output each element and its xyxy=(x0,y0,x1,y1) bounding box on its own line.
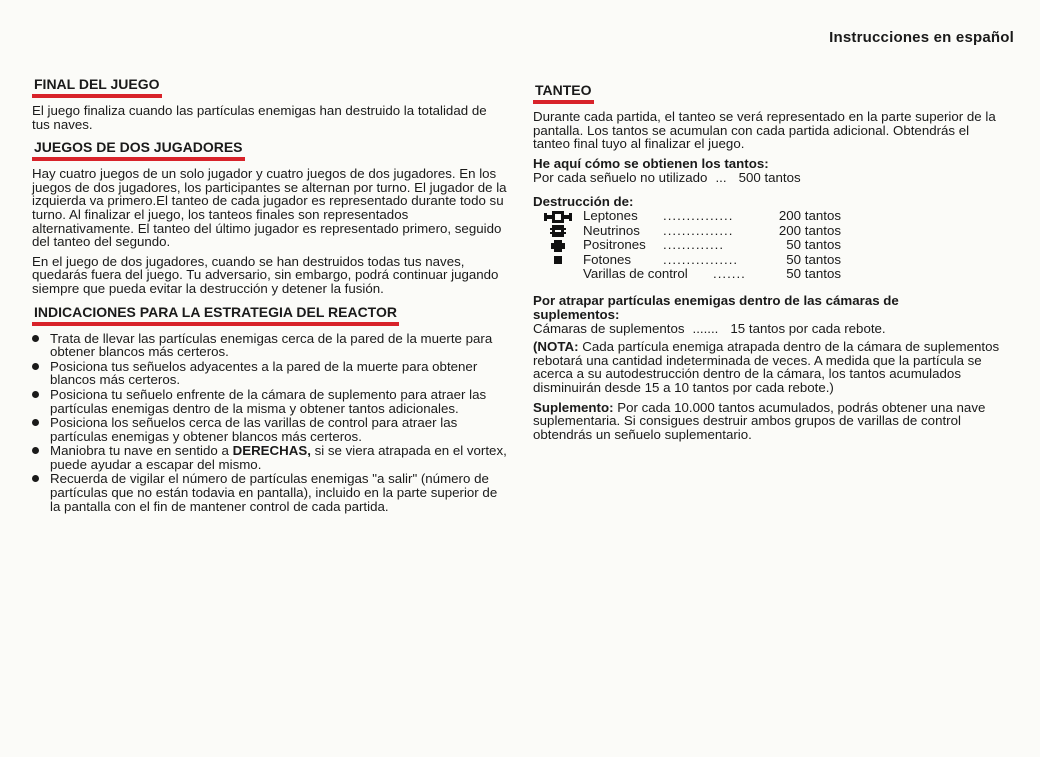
right-column xyxy=(533,82,1008,447)
bullet-icon xyxy=(32,475,39,482)
score-name: Leptones xyxy=(583,208,638,224)
score-row-leptones xyxy=(533,209,1008,224)
senuelo-points: 500 tantos xyxy=(738,169,801,185)
list-item xyxy=(32,444,507,471)
score-points: 50 tantos xyxy=(786,237,841,253)
foton-icon xyxy=(533,255,583,265)
bullet-icon xyxy=(32,391,39,398)
estrategia-list xyxy=(32,332,507,514)
nota-label: (NOTA: xyxy=(533,339,579,355)
camaras-points: 15 tantos por cada rebote. xyxy=(730,320,886,336)
tanteo-intro: Durante cada partida, el tanteo se verá representado en la parte superior de la pantalla. Los tantos se acumulan con cada partida adicional. Obtendrás el tanteo final tuyo al finalizar el juego. xyxy=(533,109,996,152)
camaras-label: Cámaras de suplementos xyxy=(533,320,685,336)
score-name: Neutrinos xyxy=(583,222,640,238)
score-dots: ....... xyxy=(713,267,746,282)
score-dots: ............... xyxy=(663,223,734,238)
destruccion-subhead: Destrucción de: xyxy=(533,194,634,210)
score-name: Fotones xyxy=(583,251,632,267)
nota-text: Cada partícula enemiga atrapada dentro de la cámara de suplementos rebotará una cantidad indeterminada de veces. A medida que la partícula se acerca a su autodestrucción dentro de la cámara, los tantos acumulados disminuirán desde 15 a 10 tantos por cada rebote.) xyxy=(533,339,1000,396)
list-item-text-cont: si se viera atrapada en el vortex, puede ayudar a escapar del mismo. xyxy=(50,443,507,472)
senuelo-dots: ... xyxy=(715,169,727,185)
lepton-icon xyxy=(533,211,583,223)
bullet-icon xyxy=(32,447,39,454)
tanteo-title: TANTEO xyxy=(533,82,594,104)
dos-paragraph-2: En el juego de dos jugadores, cuando se han destruidos todas tus naves, quedarás fuera del juego. Tu adversario, sin embargo, podrá continuar jugando siempre que pueda evitar la destrucción y detener la fusión. xyxy=(32,253,499,296)
list-item xyxy=(32,360,507,387)
list-item-text: Posiciona tu señuelo enfrente de la cámara de suplemento para atraer las partículas enemigas dentro de la misma y obtener tantos adicionales. xyxy=(50,386,487,416)
score-dots: ............. xyxy=(663,238,725,253)
page-header: Instrucciones en español xyxy=(829,29,1014,46)
list-item-text: Posiciona los señuelos cerca de las varillas de control para atraer las partículas enemigas y obtener blancos más certeros. xyxy=(50,415,458,444)
bullet-icon xyxy=(32,335,39,342)
list-item xyxy=(32,472,507,513)
score-points: 50 tantos xyxy=(786,266,841,282)
score-dots: ................ xyxy=(663,252,739,267)
derechas-bold: DERECHAS, xyxy=(232,443,311,459)
como-subhead: He aquí cómo se obtienen los tantos: xyxy=(533,155,769,171)
camaras-dots: ....... xyxy=(692,320,719,336)
list-item-text: Posiciona tus señuelos adyacentes a la pared de la muerte para obtener blancos más certeros. xyxy=(50,358,478,388)
score-dots: ............... xyxy=(663,209,734,224)
final-text: El juego finaliza cuando las partículas enemigas han destruido la totalidad de tus naves. xyxy=(32,103,487,132)
list-item-text: Trata de llevar las partículas enemigas cerca de la pared de la muerte para obtener blancos más certeros. xyxy=(50,330,493,360)
neutrino-icon xyxy=(533,225,583,237)
score-points: 200 tantos xyxy=(778,208,841,224)
score-row-neutrinos xyxy=(533,224,1008,239)
atrapar-subhead: Por atrapar partículas enemigas dentro de las cámaras de suplementos: xyxy=(533,292,899,322)
score-row-positrones xyxy=(533,238,1008,253)
bullet-icon xyxy=(32,363,39,370)
score-name: Varillas de control xyxy=(583,266,688,282)
nota-paragraph xyxy=(533,340,1008,394)
final-title: FINAL DEL JUEGO xyxy=(32,76,162,98)
left-column xyxy=(32,76,507,514)
score-row-varillas xyxy=(533,267,1008,282)
estrategia-title: INDICACIONES PARA LA ESTRATEGIA DEL REACTOR xyxy=(32,304,399,326)
list-item-text: Recuerda de vigilar el número de partículas enemigas "a salir" (número de partículas que no están todavia en pantalla), incluido en la parte superior de la pantalla con el fin de mantener control de cada partida. xyxy=(50,471,498,514)
list-item xyxy=(32,388,507,415)
suplemento-paragraph xyxy=(533,401,1008,442)
suplemento-text: Por cada 10.000 tantos acumulados, podrás obtener una nave suplementaria. Si consigues destruir ambos grupos de varillas de control obtendrás un señuelo suplementario. xyxy=(533,399,986,442)
list-item xyxy=(32,332,507,359)
score-row-fotones xyxy=(533,253,1008,268)
senuelo-label: Por cada señuelo no utilizado xyxy=(533,169,708,185)
score-points: 50 tantos xyxy=(786,251,841,267)
suplemento-label: Suplemento: xyxy=(533,399,614,415)
senuelo-score xyxy=(533,171,1008,186)
camaras-score xyxy=(533,322,1008,337)
dos-title: JUEGOS DE DOS JUGADORES xyxy=(32,139,245,161)
list-item xyxy=(32,416,507,443)
positron-icon xyxy=(533,240,583,252)
bullet-icon xyxy=(32,419,39,426)
list-item-text: Maniobra tu nave en sentido a xyxy=(50,443,233,459)
score-points: 200 tantos xyxy=(778,222,841,238)
dos-paragraph-1: Hay cuatro juegos de un solo jugador y cuatro juegos de dos jugadores. En los juegos de dos jugadores, los participantes se alternan por turno. El jugador de la izquierda va primero.El tanteo de cada jugador es representado durante todo su turno. Al finalizar el juego, los tanteos finales son representados alternativamente. El tanteo del último jugador es representado primero, seguido del tanteo del segundo. xyxy=(32,166,507,250)
score-name: Positrones xyxy=(583,237,646,253)
